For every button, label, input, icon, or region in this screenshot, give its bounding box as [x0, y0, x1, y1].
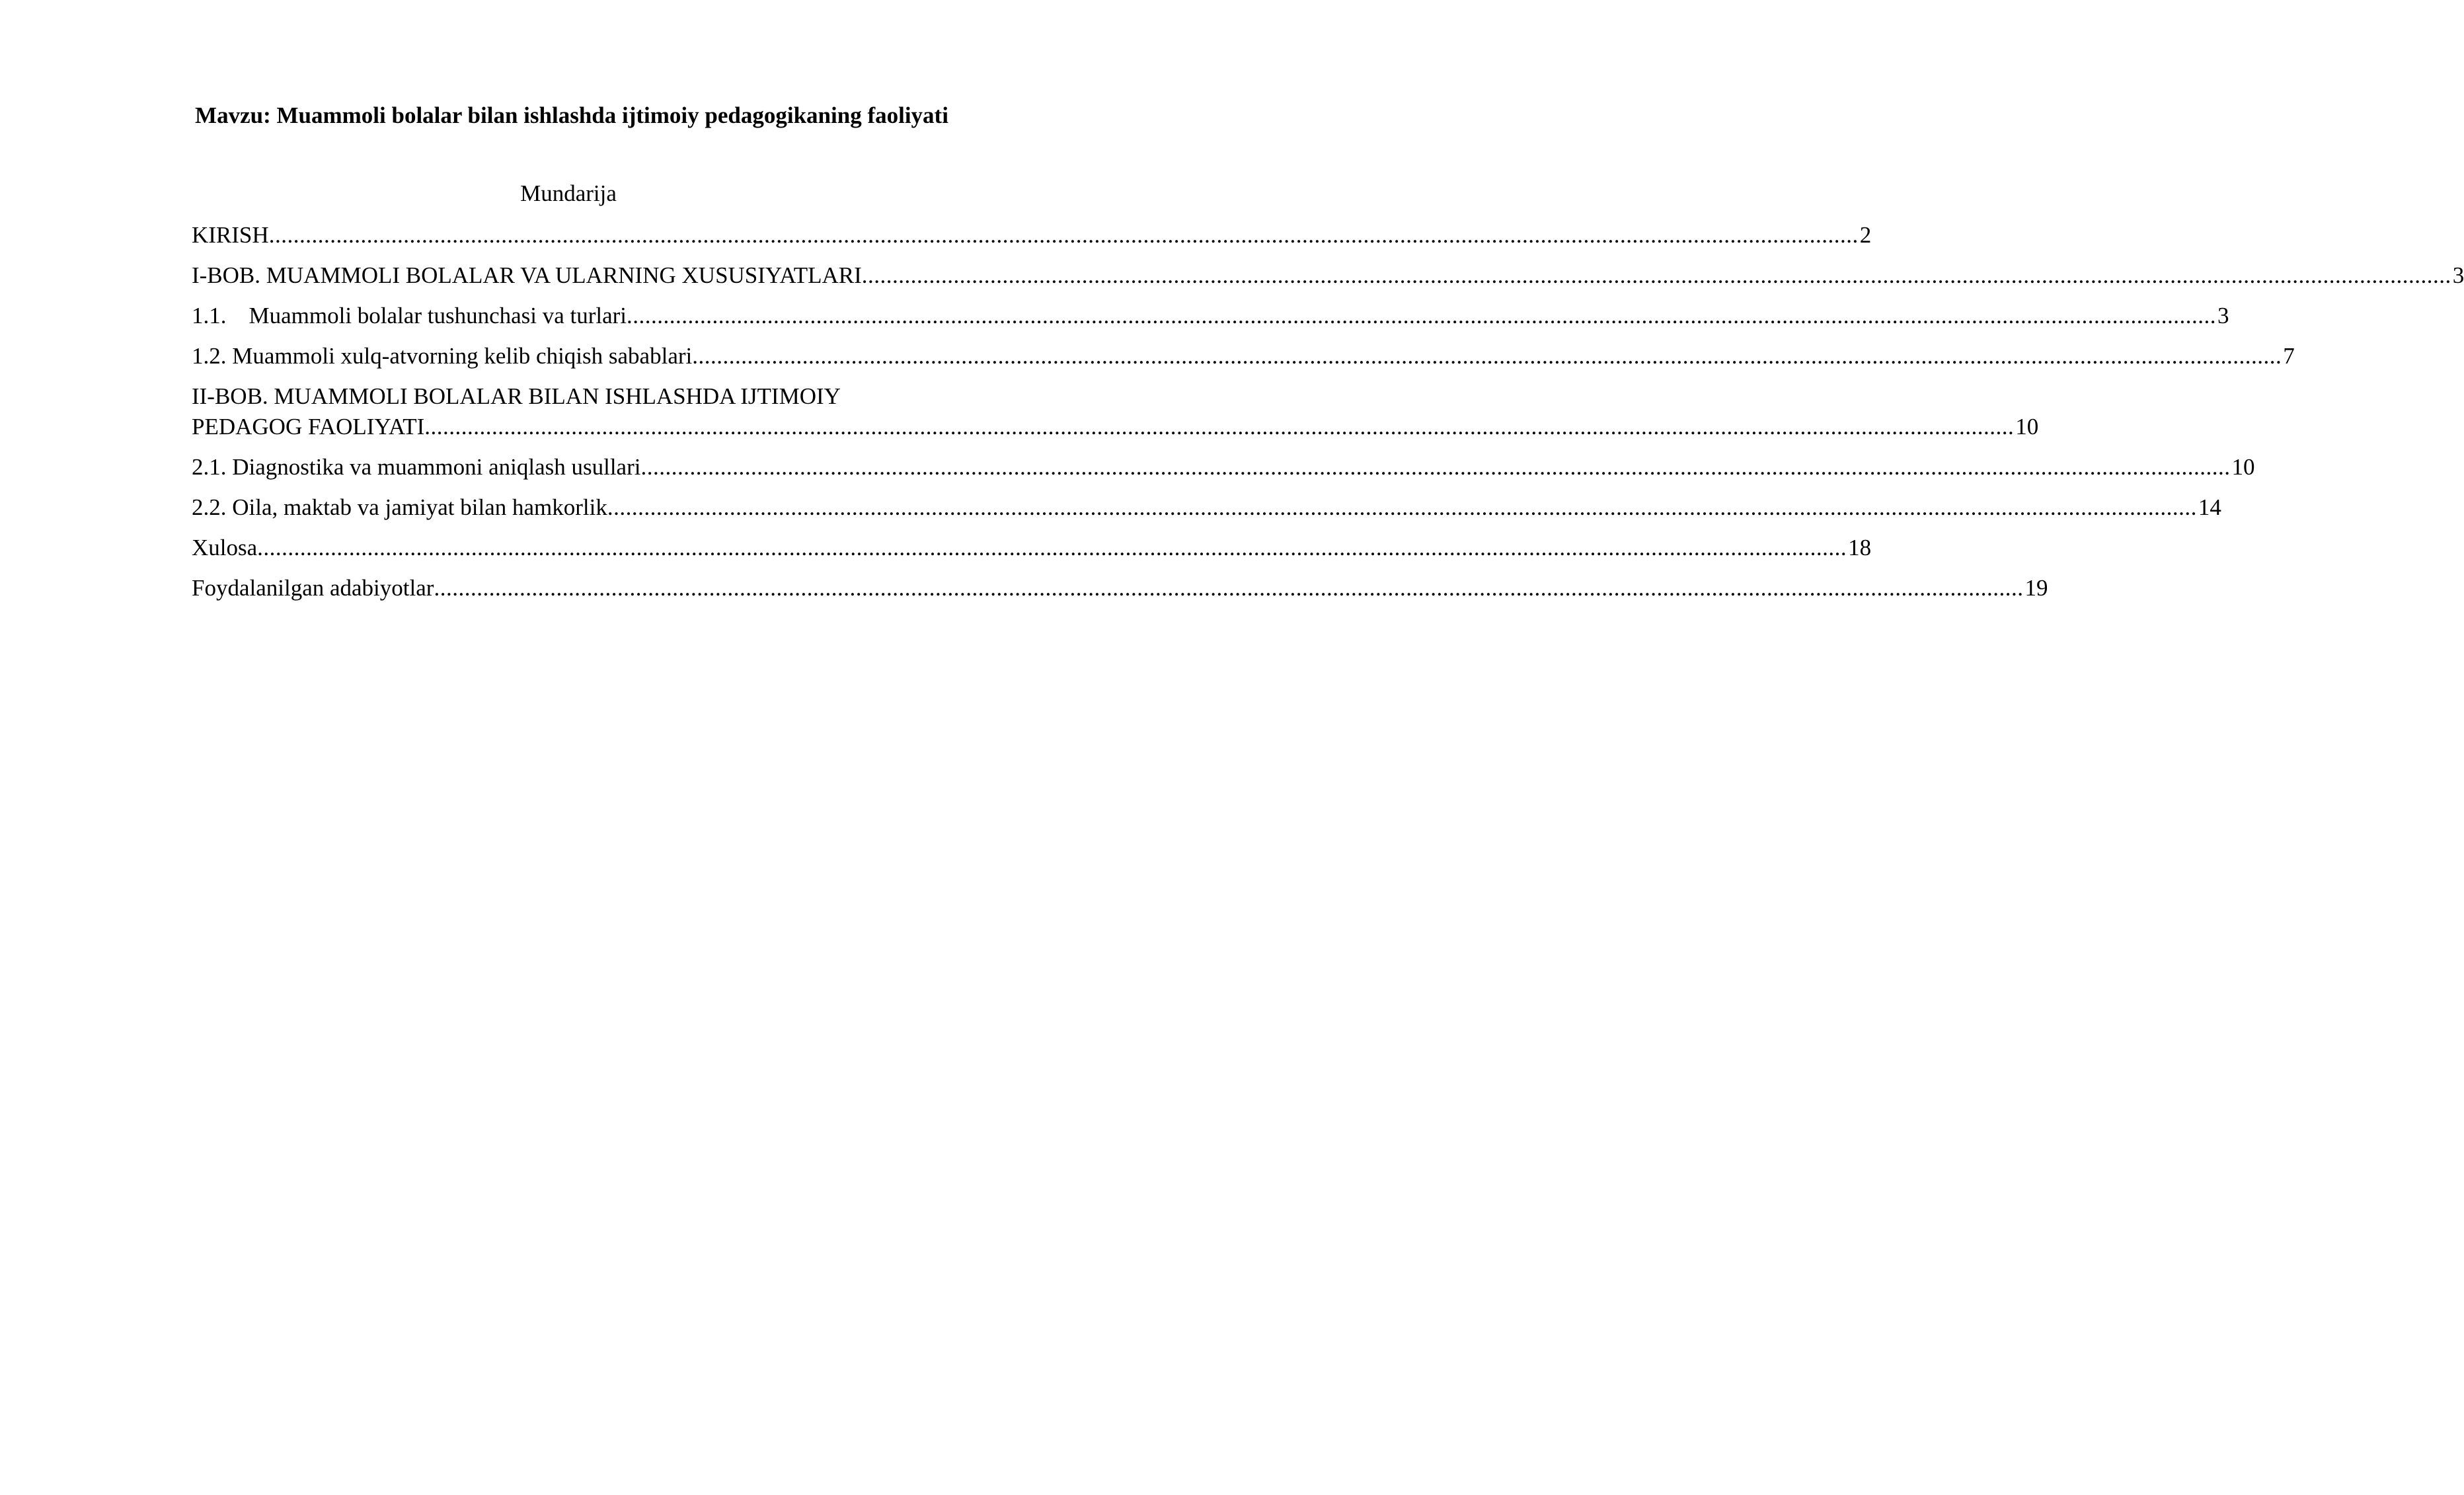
toc-page-number: 3: [2217, 303, 2229, 328]
document-title: Mavzu: Muammoli bolalar bilan ishlashda ijtimoiy pedagogikaning faoliyati: [195, 102, 948, 128]
toc-leader-dots: ....................................................................................................................................................................................................................................................................: [692, 343, 2282, 369]
toc-page-number: 10: [2231, 454, 2255, 480]
toc-section-number: 1.1.: [192, 303, 227, 328]
toc-entry-section-2-1[interactable]: [192, 452, 2255, 482]
table-of-contents: [192, 220, 2464, 613]
toc-section-title: Muammoli bolalar tushunchasi va turlari: [249, 303, 627, 328]
toc-entry-text: Foydalanilgan adabiyotlar: [192, 575, 434, 601]
toc-leader-dots: ....................................................................................................................................................................................................................................................................: [627, 303, 2217, 328]
toc-entry-text: [192, 301, 627, 331]
toc-leader-dots: ....................................................................................................................................................................................................................................................................: [257, 535, 1847, 560]
toc-entry-text: KIRISH: [192, 222, 269, 248]
toc-entry-section-1-2[interactable]: [192, 341, 2295, 371]
toc-page-number: 2: [1859, 222, 1872, 248]
toc-leader-dots: ....................................................................................................................................................................................................................................................................: [268, 222, 1859, 248]
toc-page-number: 18: [1848, 535, 1872, 560]
toc-entry-chapter-1[interactable]: [192, 260, 2464, 291]
toc-page-number: 10: [2015, 414, 2039, 440]
toc-entry-adabiyotlar[interactable]: [192, 573, 2048, 603]
toc-entry-section-2-2[interactable]: [192, 492, 2221, 523]
toc-entry-text: 1.2. Muammoli xulq-atvorning kelib chiqish sabablari: [192, 343, 693, 369]
toc-entry-chapter-2[interactable]: [192, 381, 2039, 442]
toc-leader-dots: ....................................................................................................................................................................................................................................................................: [434, 575, 2024, 601]
toc-entry-kirish[interactable]: [192, 220, 1872, 250]
toc-entry-text: 2.2. Oila, maktab va jamiyat bilan hamkorlik: [192, 494, 607, 520]
toc-leader-dots: ....................................................................................................................................................................................................................................................................: [640, 454, 2231, 480]
toc-entry-text-line1: II-BOB. MUAMMOLI BOLALAR BILAN ISHLASHDA IJTIMOIY: [192, 383, 841, 409]
toc-entry-xulosa[interactable]: [192, 533, 1872, 563]
toc-entry-text: 2.1. Diagnostika va muammoni aniqlash usullari: [192, 454, 641, 480]
toc-leader-dots: ....................................................................................................................................................................................................................................................................: [607, 494, 2197, 520]
toc-page-number: 19: [2024, 575, 2048, 601]
toc-entry-text-line2: PEDAGOG FAOLIYATI: [192, 414, 425, 440]
toc-page-number: 3: [2452, 262, 2464, 288]
toc-entry-text: I-BOB. MUAMMOLI BOLALAR VA ULARNING XUSUSIYATLARI: [192, 262, 862, 288]
toc-heading: Mundarija: [520, 180, 617, 206]
toc-page-number: 14: [2198, 494, 2221, 520]
toc-entry-section-1-1[interactable]: [192, 301, 2229, 331]
toc-entry-text: Xulosa: [192, 535, 258, 560]
toc-leader-dots: ....................................................................................................................................................................................................................................................................: [424, 414, 2015, 440]
toc-page-number: 7: [2283, 343, 2295, 369]
toc-leader-dots: ....................................................................................................................................................................................................................................................................: [861, 262, 2451, 288]
